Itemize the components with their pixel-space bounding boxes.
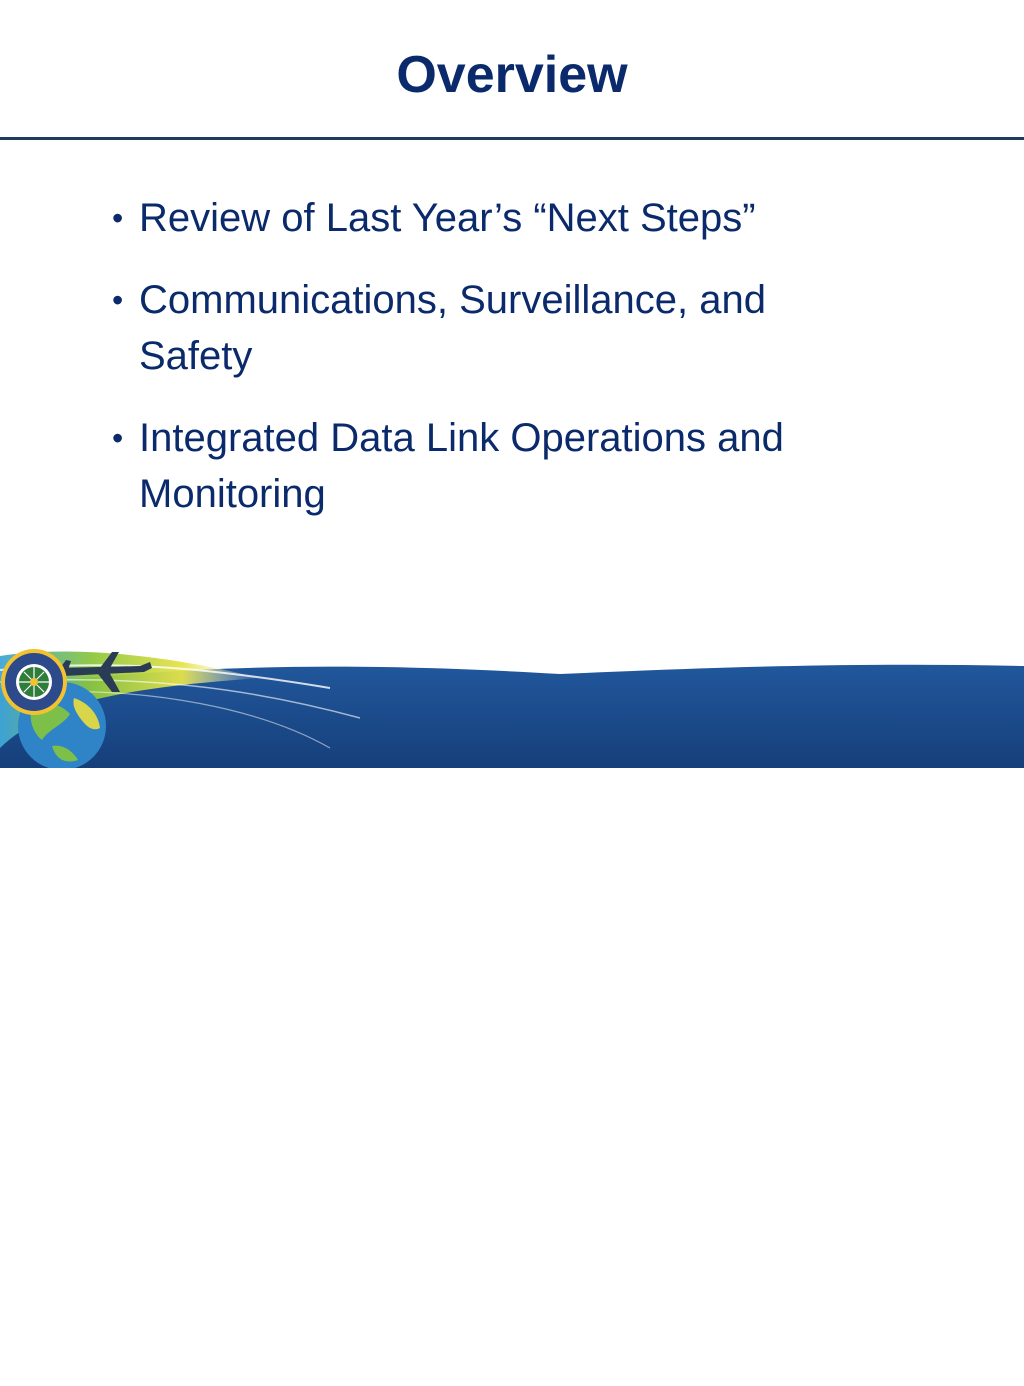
bullet-item xyxy=(112,272,912,384)
bullet-text: Communications, Surveillance, and xyxy=(139,278,766,322)
bullet-item xyxy=(112,190,912,246)
faa-seal-icon xyxy=(0,648,68,716)
bullet-marker: • xyxy=(112,420,124,456)
title-divider xyxy=(0,137,1024,140)
bullet-list xyxy=(112,190,912,548)
bullet-marker: • xyxy=(112,282,124,318)
footer-graphic xyxy=(0,648,1024,768)
org-full-name: Air Traffic Organization xyxy=(764,1367,941,1384)
org-name-block xyxy=(764,1348,941,1386)
footer-banner xyxy=(0,648,1024,1384)
bullet-text-continued: Safety xyxy=(139,334,253,378)
bullet-item xyxy=(112,410,912,522)
bullet-text: Review of Last Year’s “Next Steps” xyxy=(139,196,756,240)
bullet-text: Integrated Data Link Operations and xyxy=(139,416,784,460)
slide-title: Overview xyxy=(396,46,628,104)
bullet-text-continued: Monitoring xyxy=(139,472,326,516)
bullet-marker: • xyxy=(112,200,124,236)
org-abbreviation: FAA xyxy=(764,1348,798,1365)
